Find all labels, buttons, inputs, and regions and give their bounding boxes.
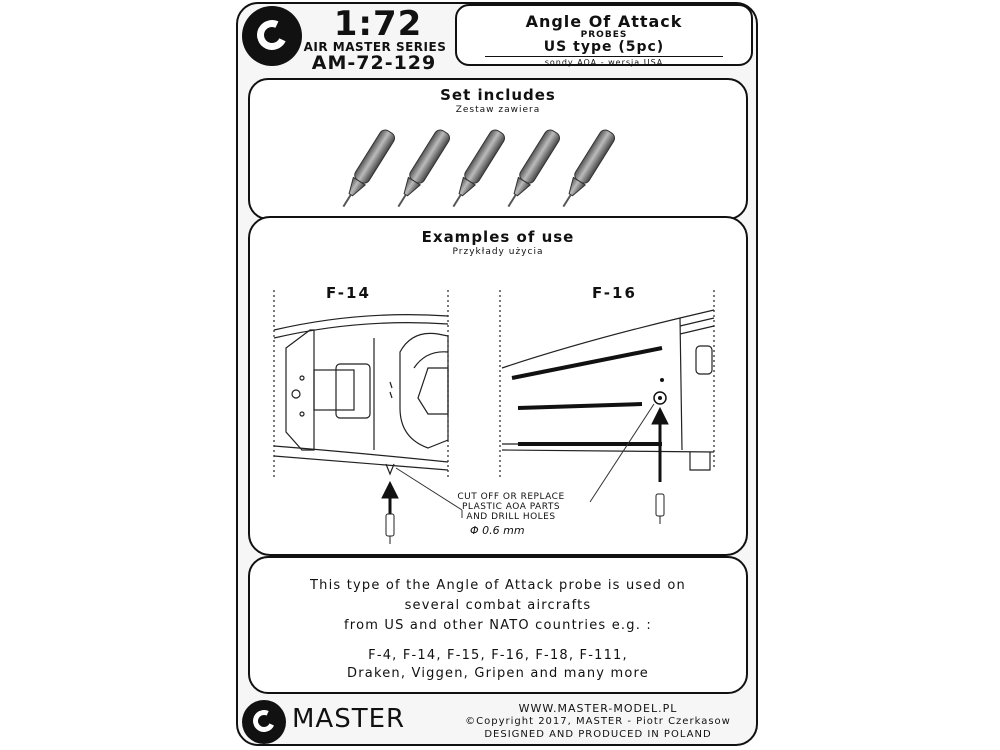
brand-name: MASTER [292,704,406,734]
master-logo-icon [242,6,302,66]
probe-part [447,128,507,211]
probe-part [337,128,397,211]
f14-probe-icon [386,514,394,544]
examples-heading: Examples of use [421,228,575,246]
f16-panel-lines [512,348,662,444]
drill-note [456,492,566,522]
info-line: several combat aircrafts [404,598,592,613]
probe-part [557,128,617,211]
probe-part [392,128,452,211]
info-panel [248,556,748,694]
product-subtitle: PROBES [580,30,628,40]
f14-diagram [274,290,448,480]
title-box [455,4,753,66]
examples-subheading: Przykłady użycia [452,247,544,257]
probe-part [502,128,562,211]
examples-panel [248,216,748,556]
probe-parts-illustration [250,80,746,218]
info-line: Draken, Viggen, Gripen and many more [347,666,649,681]
title-divider [485,56,723,57]
set-includes-panel [248,78,748,220]
note-line: PLASTIC AOA PARTS [461,502,561,512]
info-line: This type of the Angle of Attack probe is used on [310,578,686,593]
series-label: AIR MASTER SERIES [303,40,447,54]
note-line: AND DRILL HOLES [466,512,556,522]
f16-small-hole [660,378,664,382]
f14-label: F-14 [326,284,371,302]
product-code: AM-72-129 [311,52,437,74]
set-subheading: Zestaw zawiera [455,105,541,115]
f16-label: F-16 [592,284,637,302]
f16-probe-icon [656,494,664,524]
copyright-line: ©Copyright 2017, MASTER - Piotr Czerkasow [465,716,731,727]
scale-label: 1:72 [333,4,423,44]
made-in-line: DESIGNED AND PRODUCED IN POLAND [484,729,712,740]
f16-diagram [500,290,714,480]
polish-title: sondy AOA - wersja USA [544,58,664,67]
info-line: F-4, F-14, F-15, F-16, F-18, F-111, [368,648,628,663]
product-title: Angle Of Attack [525,12,683,31]
set-heading: Set includes [440,86,556,104]
drill-diameter: Φ 0.6 mm [470,524,525,537]
website-url: WWW.MASTER-MODEL.PL [518,702,678,715]
info-line: from US and other NATO countries e.g. : [344,618,652,633]
note-line: CUT OFF OR REPLACE [457,492,565,502]
master-footer-logo-icon [242,700,286,744]
product-type: US type (5pc) [543,39,665,55]
